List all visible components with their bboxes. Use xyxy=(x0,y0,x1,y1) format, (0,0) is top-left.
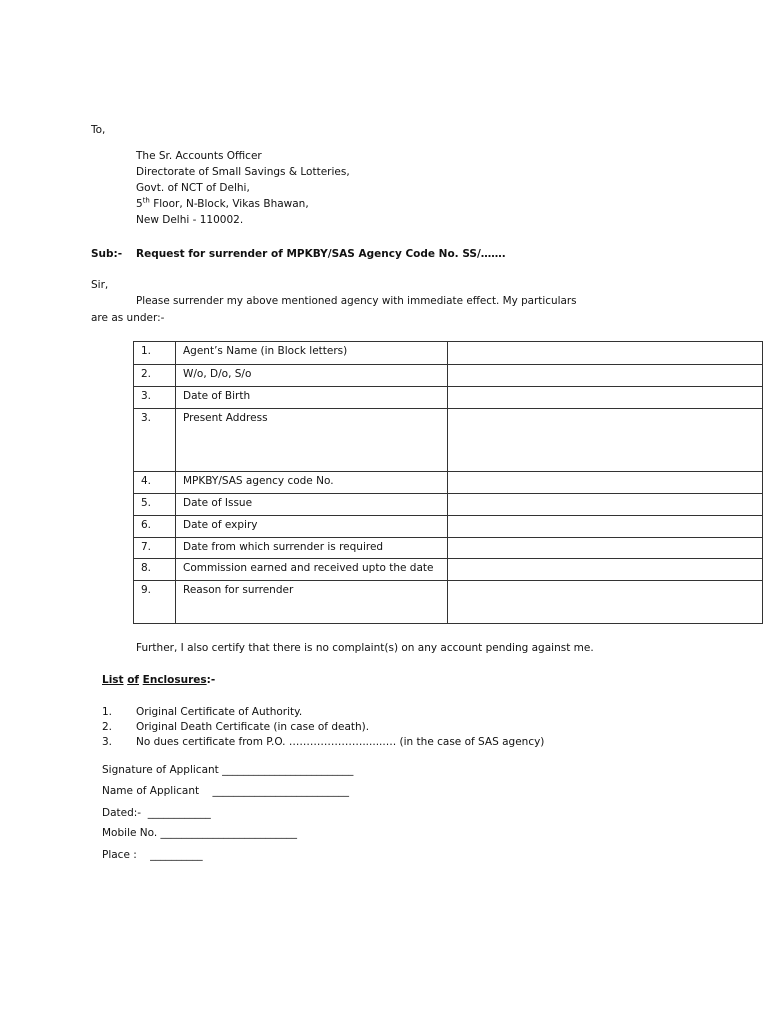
row-label: W/o, D/o, S/o xyxy=(176,365,448,387)
row-label: Reason for surrender xyxy=(176,581,448,624)
floor-suffix: th xyxy=(142,196,150,205)
row-number: 4. xyxy=(134,472,176,494)
row-number: 3. xyxy=(134,409,176,472)
list-item xyxy=(102,705,544,720)
enclosure-number: 1. xyxy=(102,706,113,718)
row-value-field[interactable] xyxy=(448,581,763,624)
place-line[interactable]: Place : __________ xyxy=(102,849,203,861)
table-row xyxy=(134,538,763,559)
address-line-1: The Sr. Accounts Officer xyxy=(136,150,262,162)
row-value-field[interactable] xyxy=(448,365,763,387)
row-number: 2. xyxy=(134,365,176,387)
name-of-applicant-line[interactable]: Name of Applicant __________________________ xyxy=(102,785,349,797)
signature-of-applicant-line[interactable]: Signature of Applicant _________________________ xyxy=(102,764,354,776)
row-number: 3. xyxy=(134,387,176,409)
enclosure-text: Original Certificate of Authority. xyxy=(136,706,303,718)
enclosures-heading-w3: Enclosures xyxy=(142,674,207,686)
row-label: Date of Issue xyxy=(176,494,448,516)
table-row xyxy=(134,494,763,516)
subject-label: Sub:- xyxy=(91,248,123,260)
body-line-2: are as under:- xyxy=(91,312,165,324)
enclosures-list xyxy=(102,705,544,750)
row-number: 6. xyxy=(134,516,176,538)
mobile-number-line[interactable]: Mobile No. __________________________ xyxy=(102,827,298,839)
address-line-3: Govt. of NCT of Delhi, xyxy=(136,182,250,194)
row-value-field[interactable] xyxy=(448,559,763,581)
list-item xyxy=(102,735,544,750)
enclosures-heading xyxy=(102,672,215,688)
row-label: Date of expiry xyxy=(176,516,448,538)
address-line-2: Directorate of Small Savings & Lotteries, xyxy=(136,166,350,178)
enclosure-text: Original Death Certificate (in case of death). xyxy=(136,721,370,733)
table-row xyxy=(134,365,763,387)
enclosure-number: 3. xyxy=(102,736,113,748)
greeting: Sir, xyxy=(91,279,109,291)
enclosures-heading-suffix: :- xyxy=(206,674,216,686)
table-row xyxy=(134,559,763,581)
certify-statement: Further, I also certify that there is no complaint(s) on any account pending against me. xyxy=(136,642,594,654)
row-value-field[interactable] xyxy=(448,409,763,472)
body-line-1: Please surrender my above mentioned agency with immediate effect. My particulars xyxy=(136,295,577,307)
table-row xyxy=(134,409,763,472)
row-value-field[interactable] xyxy=(448,472,763,494)
enclosures-heading-w2: of xyxy=(127,674,140,686)
list-item xyxy=(102,720,544,735)
row-label: MPKBY/SAS agency code No. xyxy=(176,472,448,494)
row-label: Date from which surrender is required xyxy=(176,538,448,559)
enclosures-heading-w1: List xyxy=(102,674,124,686)
enclosure-number: 2. xyxy=(102,721,113,733)
row-label: Date of Birth xyxy=(176,387,448,409)
table-row xyxy=(134,342,763,365)
row-label: Commission earned and received upto the date xyxy=(176,559,448,581)
row-value-field[interactable] xyxy=(448,342,763,365)
particulars-table xyxy=(133,341,763,624)
row-value-field[interactable] xyxy=(448,387,763,409)
table-row xyxy=(134,472,763,494)
address-line-4 xyxy=(136,196,350,212)
floor-number: 5 xyxy=(136,198,143,210)
dated-line[interactable]: Dated:- ____________ xyxy=(102,807,211,819)
table-row xyxy=(134,516,763,538)
row-number: 9. xyxy=(134,581,176,624)
row-number: 5. xyxy=(134,494,176,516)
address-line-5: New Delhi - 110002. xyxy=(136,214,244,226)
table-row xyxy=(134,387,763,409)
floor-rest: Floor, N-Block, Vikas Bhawan, xyxy=(149,198,309,210)
table-row xyxy=(134,581,763,624)
recipient-address xyxy=(136,148,350,228)
row-number: 7. xyxy=(134,538,176,559)
row-label: Agent’s Name (in Block letters) xyxy=(176,342,448,365)
row-label: Present Address xyxy=(176,409,448,472)
row-number: 1. xyxy=(134,342,176,365)
row-value-field[interactable] xyxy=(448,516,763,538)
enclosure-text: No dues certificate from P.O. ………………….......… (in the case of SAS agency) xyxy=(136,736,545,748)
subject-text: Request for surrender of MPKBY/SAS Agency Code No. SS/……. xyxy=(136,248,506,260)
to-line: To, xyxy=(91,124,106,136)
row-number: 8. xyxy=(134,559,176,581)
row-value-field[interactable] xyxy=(448,494,763,516)
row-value-field[interactable] xyxy=(448,538,763,559)
